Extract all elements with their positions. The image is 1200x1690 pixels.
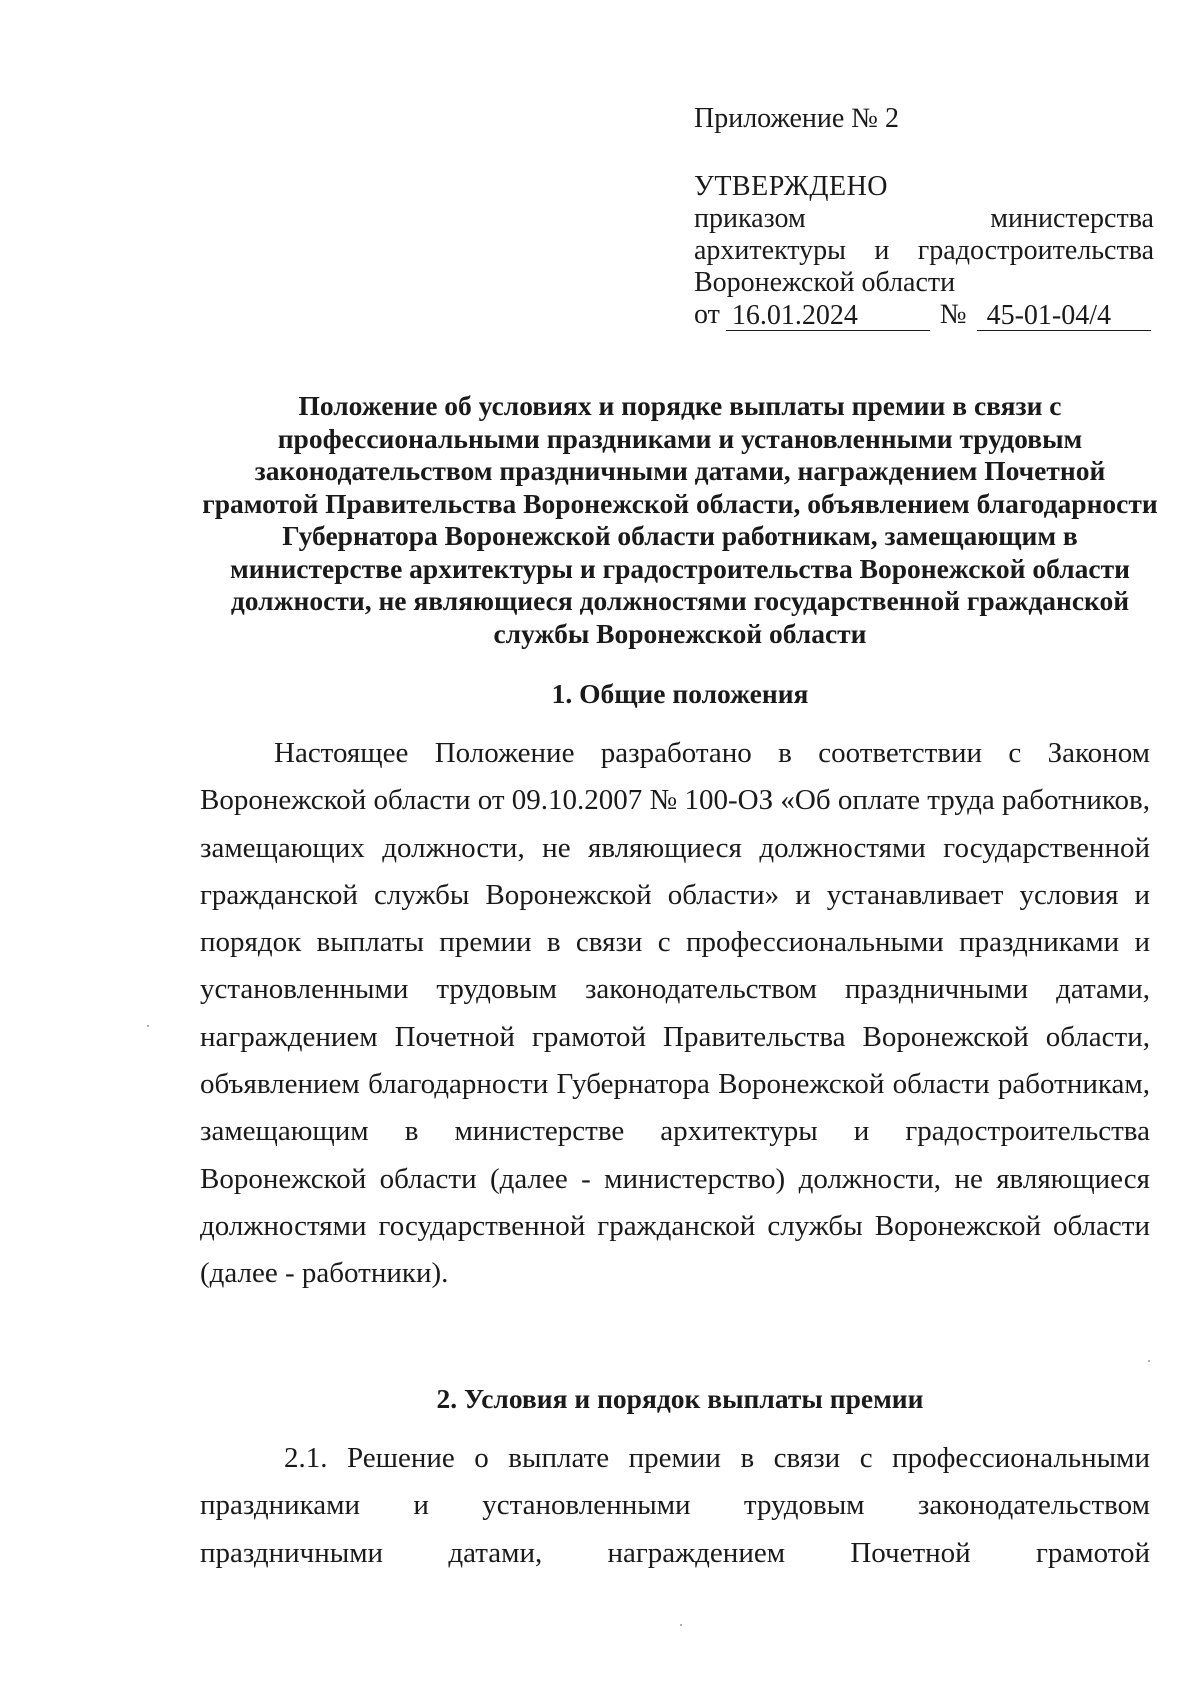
approval-block	[694, 103, 1154, 331]
order-date: 16.01.2024	[726, 302, 930, 331]
paragraph-line: праздниками и установленными трудовым законодательством	[200, 1489, 1150, 1522]
section-2-paragraph	[200, 1435, 1150, 1577]
order-word: приказом	[694, 203, 806, 234]
scan-speck	[1148, 1360, 1150, 1362]
order-line	[694, 203, 1154, 235]
paragraph-line: 2.1. Решение о выплате премии в связи с профессиональными	[284, 1442, 1150, 1474]
appendix-label: Приложение № 2	[694, 103, 899, 134]
scan-speck	[680, 1624, 682, 1626]
ministry-word: министерства	[990, 203, 1154, 234]
section-1-heading: 1. Общие положения	[551, 678, 809, 709]
region-line: Воронежской области	[694, 267, 956, 298]
ministry-name: архитектуры и градостроительства	[694, 235, 1154, 266]
order-number: 45-01-04/4	[977, 302, 1151, 331]
date-prefix: от	[694, 299, 720, 330]
paragraph-line: праздничными датами, награждением Почетной грамотой	[200, 1536, 1150, 1569]
approved-label: УТВЕРЖДЕНО	[694, 171, 889, 202]
section-2-heading: 2. Условия и порядок выплаты премии	[436, 1383, 924, 1414]
order-date-line	[694, 299, 1154, 331]
ministry-line	[694, 235, 1154, 267]
scan-speck	[147, 1025, 149, 1027]
document-title: Положение об условиях и порядке выплаты премии в связи с профессиональными праздниками и установленными трудовым законодательством праздничными датами, награждением Почетной грамотой Правительства Воронежской области, объявлением благодарности Губернатора Воронежской области работникам, замещающим в министерстве архитектуры и градостроительства Воронежской области должности, не являющиеся должностями государственной гражданской службы Воронежской области	[202, 390, 1158, 649]
number-sign: №	[939, 299, 967, 330]
section-1-paragraph: Настоящее Положение разработано в соответствии с Законом Воронежской области от 09.10.2007 № 100-ОЗ «Об оплате труда работников, замещающих должности, не являющиеся должностями государственной гражданской службы Воронежской области» и устанавливает условия и порядок выплаты премии в связи с профессиональными праздниками и установленными трудовым законодательством праздничными датами, награждением Почетной грамотой Правительства Воронежской области, объявлением благодарности Губернатора Воронежской области работникам, замещающим в министерстве архитектуры и градостроительства Воронежской области (далее - министерство) должности, не являющиеся должностями государственной гражданской службы Воронежской области (далее - работники).	[200, 737, 1150, 1290]
